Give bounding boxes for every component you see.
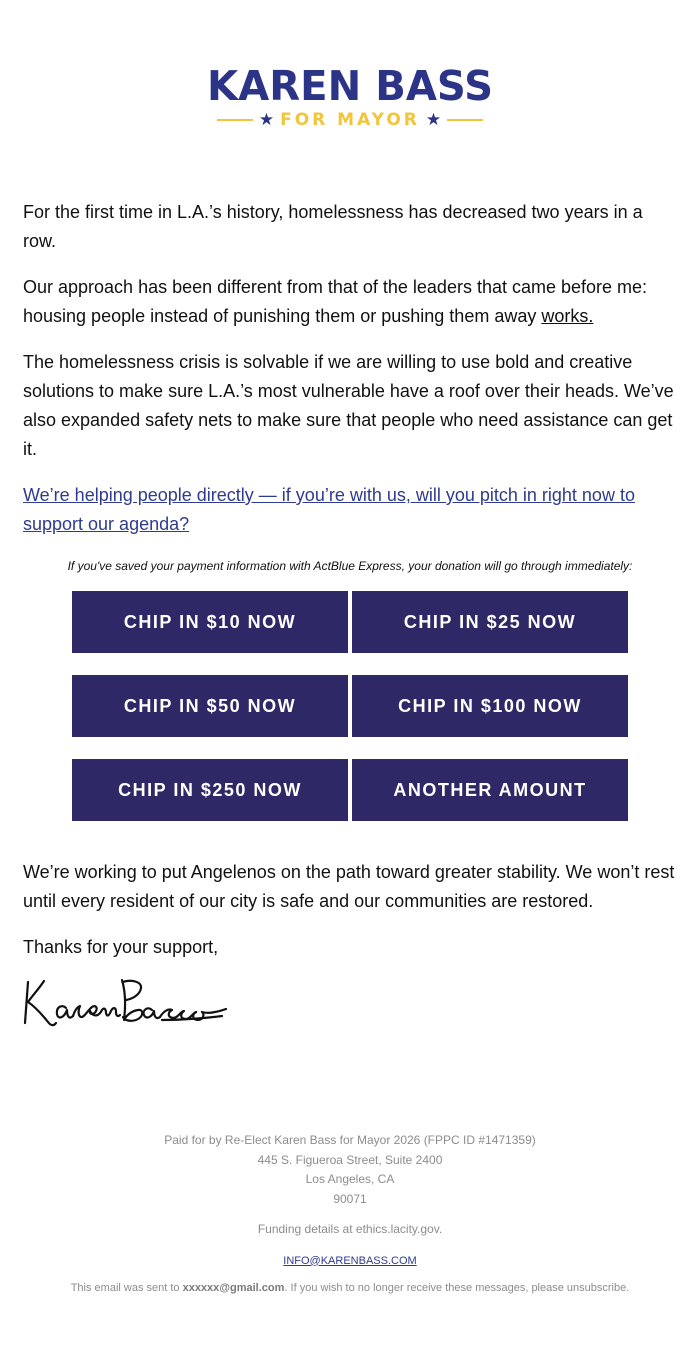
recipient-email: xxxxxx@gmail.com bbox=[182, 1282, 285, 1294]
footer-email-row bbox=[0, 1251, 700, 1272]
funding-details: Funding details at ethics.lacity.gov. bbox=[257, 1222, 443, 1236]
chip-in-250-button[interactable]: CHIP IN $250 NOW bbox=[72, 759, 348, 821]
paid-for-disclaimer: Paid for by Re-Elect Karen Bass for Mayor 2026 (FPPC ID #1471359) bbox=[164, 1133, 536, 1147]
logo-title: KAREN BASS bbox=[206, 62, 494, 110]
email-footer bbox=[0, 1131, 700, 1299]
star-icon: ★ bbox=[425, 110, 442, 129]
paragraph-cta bbox=[23, 481, 679, 539]
donation-button-grid bbox=[72, 591, 628, 821]
campaign-logo bbox=[0, 62, 700, 132]
paragraph-approach bbox=[23, 273, 679, 331]
sent-to-prefix: This email was sent to bbox=[70, 1282, 183, 1294]
chip-in-10-button[interactable]: CHIP IN $10 NOW bbox=[72, 591, 348, 653]
footer-spacer bbox=[0, 1240, 700, 1251]
footer-spacer bbox=[0, 1209, 700, 1220]
unsubscribe-text[interactable]: . If you wish to no longer receive these messages, please unsubscribe. bbox=[284, 1282, 630, 1294]
actblue-express-note: If you've saved your payment information with ActBlue Express, your donation will go through immediately: bbox=[67, 559, 633, 573]
chip-in-25-button[interactable]: CHIP IN $25 NOW bbox=[352, 591, 628, 653]
logo-subtitle: FOR MAYOR bbox=[280, 110, 420, 130]
sign-off: Thanks for your support, bbox=[23, 937, 219, 957]
paragraph-approach-text: Our approach has been different from that of the leaders that came before me: housing people instead of punishing them or pushing them away bbox=[23, 277, 648, 326]
zip-code: 90071 bbox=[333, 1191, 367, 1206]
logo-right-rule bbox=[447, 119, 483, 121]
works-link[interactable]: works. bbox=[541, 306, 594, 326]
paragraph-crisis-solvable: The homelessness crisis is solvable if we are willing to use bold and creative solutions to make sure L.A.’s most vulnerable have a roof over their heads. We’ve also expanded safety nets to make sure that people who need assistance can get it. bbox=[23, 352, 674, 459]
contact-email-link[interactable]: INFO@KARENBASS.COM bbox=[283, 1254, 417, 1267]
karen-bass-signature bbox=[22, 976, 227, 1031]
another-amount-button[interactable]: ANOTHER AMOUNT bbox=[352, 759, 628, 821]
unsubscribe-notice bbox=[0, 1279, 700, 1299]
chip-in-50-button[interactable]: CHIP IN $50 NOW bbox=[72, 675, 348, 737]
paragraph-homelessness-decrease: For the first time in L.A.’s history, homelessness has decreased two years in a row. bbox=[23, 202, 643, 251]
email-closing bbox=[23, 858, 679, 979]
logo-left-rule bbox=[217, 119, 253, 121]
support-agenda-link[interactable]: We’re helping people directly — if you’re with us, will you pitch in right now to support our agenda? bbox=[23, 485, 635, 534]
paragraph-stability: We’re working to put Angelenos on the path toward greater stability. We won’t rest until every resident of our city is safe and our communities are restored. bbox=[23, 862, 675, 911]
address-line-1: 445 S. Figueroa Street, Suite 2400 bbox=[257, 1152, 443, 1167]
chip-in-100-button[interactable]: CHIP IN $100 NOW bbox=[352, 675, 628, 737]
star-icon: ★ bbox=[258, 110, 275, 129]
logo-subtitle-row bbox=[0, 108, 700, 132]
address-line-2: Los Angeles, CA bbox=[305, 1172, 395, 1186]
email-body bbox=[23, 198, 679, 556]
